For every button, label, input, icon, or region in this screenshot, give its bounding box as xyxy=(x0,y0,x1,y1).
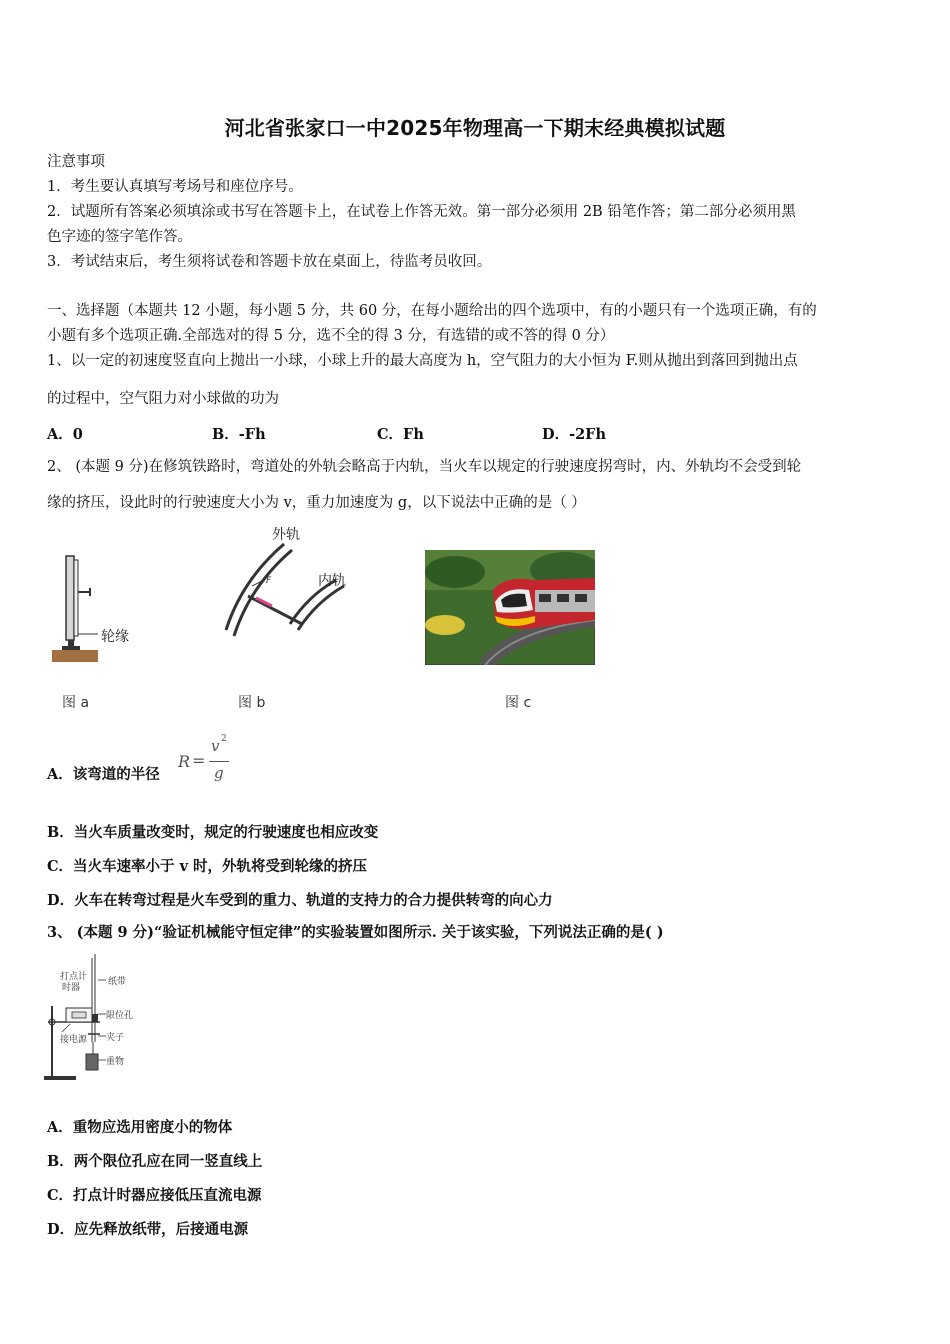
figure-a-caption: 图 a xyxy=(62,695,90,711)
fraction-bar xyxy=(209,761,229,762)
formula-denominator: g xyxy=(214,764,224,782)
train-photo xyxy=(425,550,595,665)
q2-option-a xyxy=(47,763,160,784)
notice-item-3: 3．考试结束后，考生须将试卷和答题卡放在桌面上，待监考员收回。 xyxy=(47,254,492,270)
notice-item-1: 1．考生要认真填写考场号和座位序号。 xyxy=(47,179,303,195)
formula-equals: = xyxy=(192,751,206,770)
notice-item-2-cont: 色字迹的签字笔作答。 xyxy=(47,229,192,245)
q2-stem-line-1: 2、 (本题 9 分)在修筑铁路时，弯道处的外轨会略高于内轨，当火车以规定的行驶速度拐弯时，内、外轨均不会受到轮 xyxy=(47,459,802,475)
timer-label-2: 时器 xyxy=(62,983,81,993)
page-title: 河北省张家口一中2025年物理高一下期末经典模拟试题 xyxy=(224,116,726,140)
q3-stem: 3、 (本题 9 分)“验证机械能守恒定律”的实验装置如图所示. 关于该实验，下列说法正确的是( ) xyxy=(47,924,664,941)
section-header-line-2: 小题有多个选项正确.全部选对的得 5 分，选不全的得 3 分，有选错的或不答的得 0 分） xyxy=(47,328,615,344)
q2-option-b: B．当火车质量改变时，规定的行驶速度也相应改变 xyxy=(47,824,379,841)
notice-item-2: 2．试题所有答案必须填涂或书写在答题卡上，在试卷上作答无效。第一部分必须用 2B 铅笔作答；第二部分必须用黑 xyxy=(47,204,796,220)
outer-rail-label: 外轨 xyxy=(272,527,300,543)
figure-c-caption: 图 c xyxy=(505,695,532,711)
q1-stem-line-1: 1、以一定的初速度竖直向上抛出一小球，小球上升的最大高度为 h，空气阻力的大小恒为 F.则从抛出到落回到抛出点 xyxy=(47,353,798,369)
notice-heading: 注意事项 xyxy=(47,154,105,170)
section-header-line-1: 一、选择题（本题共 12 小题，每小题 5 分，共 60 分，在每小题给出的四个选项中，有的小题只有一个选项正确，有的 xyxy=(47,303,817,319)
radius-formula xyxy=(178,734,238,787)
timer-label: 打点计 xyxy=(60,972,88,982)
limit-hole-label: 限位孔 xyxy=(106,1011,134,1021)
q1-option-b: B．-Fh xyxy=(212,426,266,443)
q1-option-a: A．0 xyxy=(47,426,83,443)
clip-label: 夹子 xyxy=(106,1033,125,1043)
q3-option-b: B．两个限位孔应在同一竖直线上 xyxy=(47,1153,263,1170)
q2-option-d: D．火车在转弯过程是火车受到的重力、轨道的支持力的合力提供转弯的向心力 xyxy=(47,892,553,909)
inclined-rails-figure xyxy=(212,540,357,665)
q3-option-d: D．应先释放纸带，后接通电源 xyxy=(47,1221,249,1238)
force-label: F xyxy=(266,576,272,586)
q2-stem-line-2: 缘的挤压，设此时的行驶速度大小为 v，重力加速度为 g，以下说法中正确的是（ ） xyxy=(47,495,586,511)
formula-exponent: 2 xyxy=(221,734,227,744)
formula-numerator: v xyxy=(211,737,220,755)
q3-option-c: C．打点计时器应接低压直流电源 xyxy=(47,1187,262,1204)
q2-option-c: C．当火车速率小于 v 时，外轨将受到轮缘的挤压 xyxy=(47,858,368,875)
power-label: 接电源 xyxy=(60,1035,88,1045)
q1-option-d: D．-2Fh xyxy=(542,426,607,443)
figure-b-caption: 图 b xyxy=(238,695,266,711)
q1-option-c: C．Fh xyxy=(377,426,424,443)
tape-label: 纸带 xyxy=(108,977,127,987)
formula-lhs: R xyxy=(178,752,191,771)
q1-stem-line-2: 的过程中，空气阻力对小球做的功为 xyxy=(47,391,279,407)
q2-option-a-text: A．该弯道的半径 xyxy=(47,766,160,783)
q3-option-a: A．重物应选用密度小的物体 xyxy=(47,1119,233,1136)
inner-rail-label: 内轨 xyxy=(318,573,346,589)
wheel-rim-label: 轮缘 xyxy=(101,629,129,645)
wheel-rim-figure xyxy=(48,552,138,667)
weight-label: 重物 xyxy=(106,1057,125,1067)
